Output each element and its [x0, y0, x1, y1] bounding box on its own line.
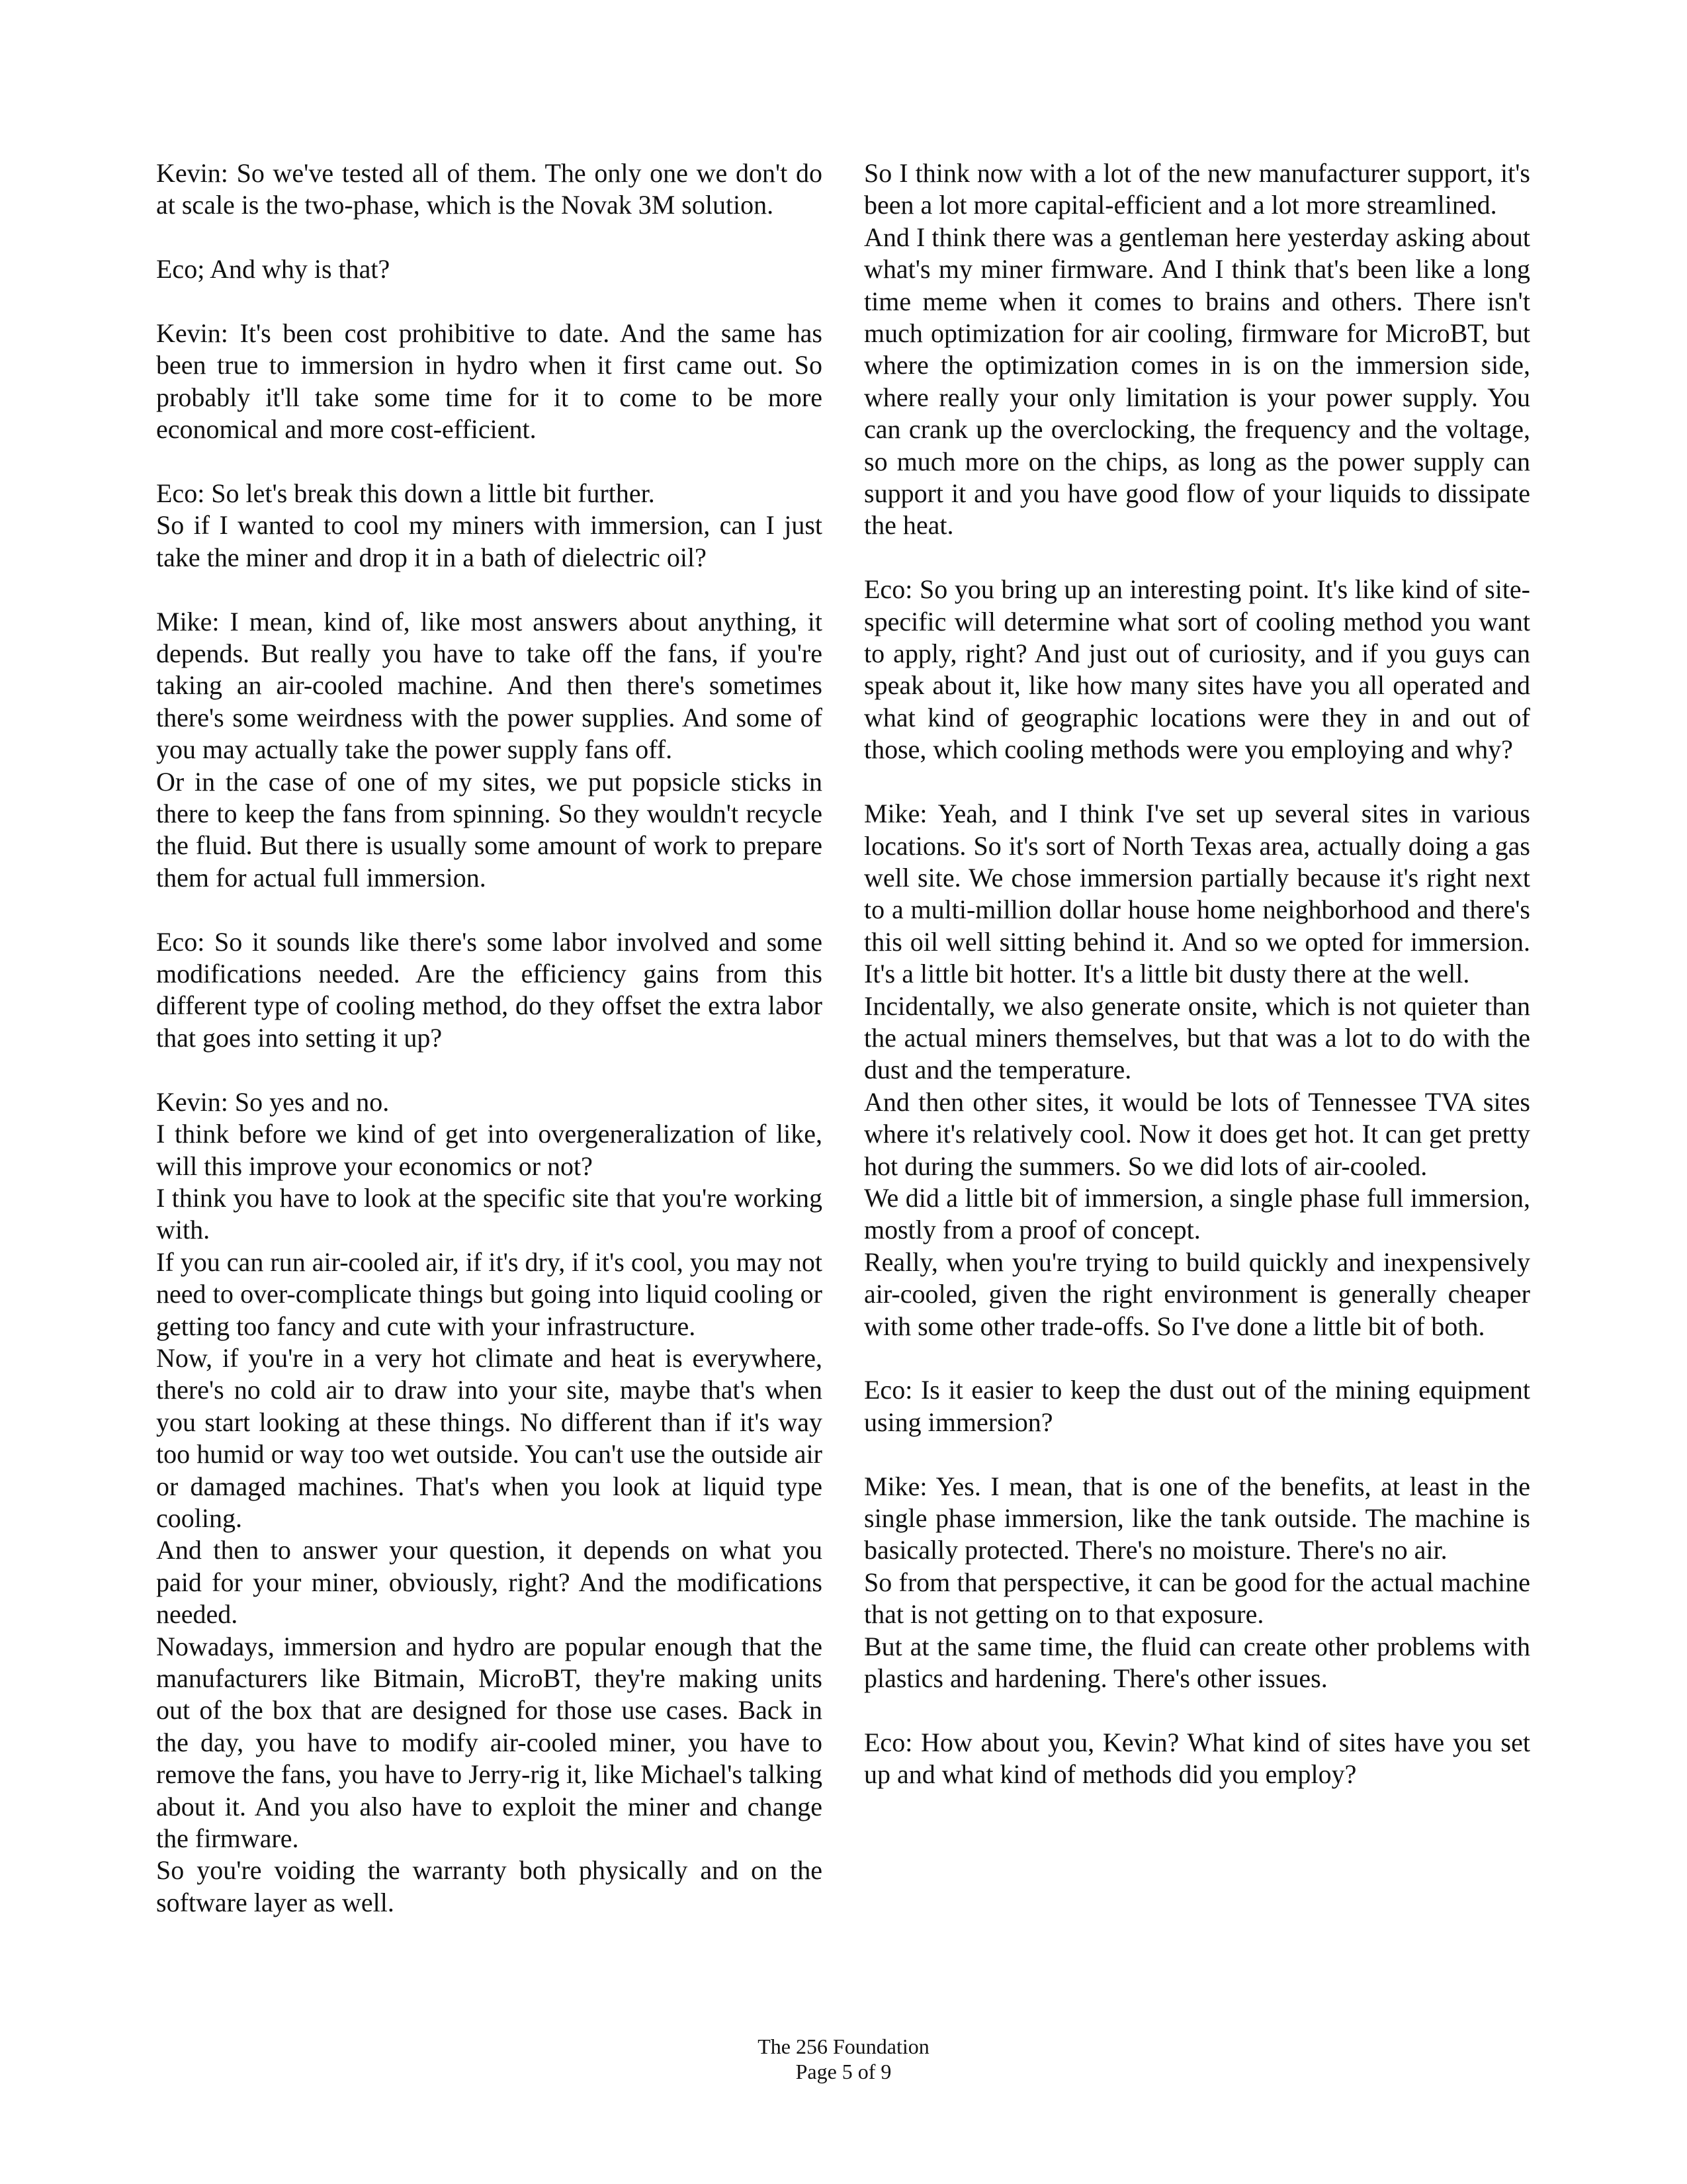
- paragraph-gap: [156, 1054, 822, 1086]
- paragraph: Eco: Is it easier to keep the dust out of the mining equipment using immersion?: [864, 1375, 1530, 1437]
- paragraph: Really, when you're trying to build quickly and inexpensively air-cooled, given the right environment is generally cheaper with some other trade-offs. So I've done a little bit of both.: [864, 1246, 1530, 1341]
- paragraph: We did a little bit of immersion, a single phase full immersion, mostly from a proof of concept.: [864, 1182, 1530, 1245]
- footer-page-number: Page 5 of 9: [795, 2060, 892, 2083]
- paragraph-gap: [864, 1342, 1530, 1374]
- paragraph-gap: [864, 1694, 1530, 1726]
- paragraph: Kevin: So yes and no.: [156, 1086, 390, 1117]
- paragraph-gap: [156, 894, 822, 926]
- paragraph: I think before we kind of get into overgeneralization of like, will this improve your economics or not?: [156, 1119, 822, 1181]
- paragraph-gap: [156, 286, 822, 318]
- paragraph: Mike: Yes. I mean, that is one of the benefits, at least in the single phase immersion, like the tank outside. The machine is basically protected. There's no moisture. There's no air.: [864, 1471, 1530, 1565]
- paragraph: Eco: So let's break this down a little bit further.: [156, 478, 655, 509]
- footer-organization: The 256 Foundation: [757, 2034, 930, 2058]
- paragraph: And I think there was a gentleman here yesterday asking about what's my miner firmware. And I think that's been like a long time meme when it comes to brains and others. There isn't much optimization for air cooling, firmware for MicroBT, but where the optimization comes in is on the immersion side, where really your only limitation is your power supply. You can crank up the overclocking, the frequency and the voltage, so much more on the chips, as long as the power supply can support it and you have good flow of your liquids to dissipate the heat.: [864, 222, 1530, 541]
- paragraph: But at the same time, the fluid can create other problems with plastics and hardening. There's other issues.: [864, 1631, 1530, 1694]
- paragraph: Eco: How about you, Kevin? What kind of sites have you set up and what kind of methods did you employ?: [864, 1727, 1530, 1790]
- paragraph-gap: [156, 574, 822, 605]
- paragraph: Kevin: So we've tested all of them. The only one we don't do at scale is the two-phase, which is the Novak 3M solution.: [156, 158, 822, 220]
- paragraph: Now, if you're in a very hot climate and heat is everywhere, there's no cold air to draw into your site, maybe that's when you start looking at these things. No different than if it's way too humid or way too wet outside. You can't use the outside air or damaged machines. That's when you look at liquid type cooling.: [156, 1342, 822, 1533]
- paragraph: And then to answer your question, it depends on what you paid for your miner, obviously, right? And the modifications needed.: [156, 1535, 822, 1630]
- paragraph: So from that perspective, it can be good for the actual machine that is not getting on to that exposure.: [864, 1567, 1530, 1630]
- paragraph: So if I wanted to cool my miners with immersion, can I just take the miner and drop it in a bath of dielectric oil?: [156, 510, 822, 572]
- paragraph-gap: [864, 542, 1530, 574]
- paragraph: Incidentally, we also generate onsite, which is not quieter than the actual miners themselves, but that was a lot to do with the dust and the temperature.: [864, 990, 1530, 1085]
- paragraph: Eco: So it sounds like there's some labor involved and some modifications needed. Are the efficiency gains from this different type of cooling method, do they offset the extra labor that goes into setting it up?: [156, 926, 822, 1053]
- paragraph: I think you have to look at the specific site that you're working with.: [156, 1182, 822, 1245]
- paragraph-gap: [156, 446, 822, 478]
- left-column: [156, 157, 822, 1919]
- paragraph: If you can run air-cooled air, if it's dry, if it's cool, you may not need to over-complicate things but going into liquid cooling or getting too fancy and cute with your infrastructure.: [156, 1246, 822, 1341]
- paragraph-gap: [864, 1438, 1530, 1470]
- right-column: [864, 157, 1530, 1791]
- paragraph: So I think now with a lot of the new manufacturer support, it's been a lot more capital-efficient and a lot more streamlined.: [864, 158, 1530, 220]
- paragraph: And then other sites, it would be lots of Tennessee TVA sites where it's relatively cool. Now it does get hot. It can get pretty hot during the summers. So we did lots of air-cooled.: [864, 1086, 1530, 1181]
- paragraph: Mike: I mean, kind of, like most answers about anything, it depends. But really you have to take off the fans, if you're taking an air-cooled machine. And then there's sometimes there's some weirdness with the power supplies. And some of you may actually take the power supply fans off.: [156, 606, 822, 765]
- paragraph: So you're voiding the warranty both physically and on the software layer as well.: [156, 1855, 822, 1917]
- paragraph: Nowadays, immersion and hydro are popular enough that the manufacturers like Bitmain, MicroBT, they're making units out of the box that are designed for those use cases. Back in the day, you have to modify air-cooled miner, you have to remove the fans, you have to Jerry-rig it, like Michael's talking about it. And you also have to exploit the miner and change the firmware.: [156, 1631, 822, 1854]
- paragraph-gap: [156, 222, 822, 253]
- paragraph: Or in the case of one of my sites, we put popsicle sticks in there to keep the fans from spinning. So they wouldn't recycle the fluid. But there is usually some amount of work to prepare them for actual full immersion.: [156, 766, 822, 893]
- paragraph-gap: [864, 766, 1530, 798]
- paragraph: Eco; And why is that?: [156, 254, 390, 284]
- paragraph: Mike: Yeah, and I think I've set up several sites in various locations. So it's sort of North Texas area, actually doing a gas well site. We chose immersion partially because it's right next to a multi-million dollar house home neighborhood and there's this oil well sitting behind it. And so we opted for immersion. It's a little bit hotter. It's a little bit dusty there at the well.: [864, 799, 1530, 989]
- paragraph: Kevin: It's been cost prohibitive to date. And the same has been true to immersion in hydro when it first came out. So probably it'll take some time for it to come to be more economical and more cost-efficient.: [156, 318, 822, 445]
- paragraph: Eco: So you bring up an interesting point. It's like kind of site-specific will determine what sort of cooling method you want to apply, right? And just out of curiosity, and if you guys can speak about it, like how many sites have you all operated and what kind of geographic locations were they in and out of those, which cooling methods were you employing and why?: [864, 574, 1530, 765]
